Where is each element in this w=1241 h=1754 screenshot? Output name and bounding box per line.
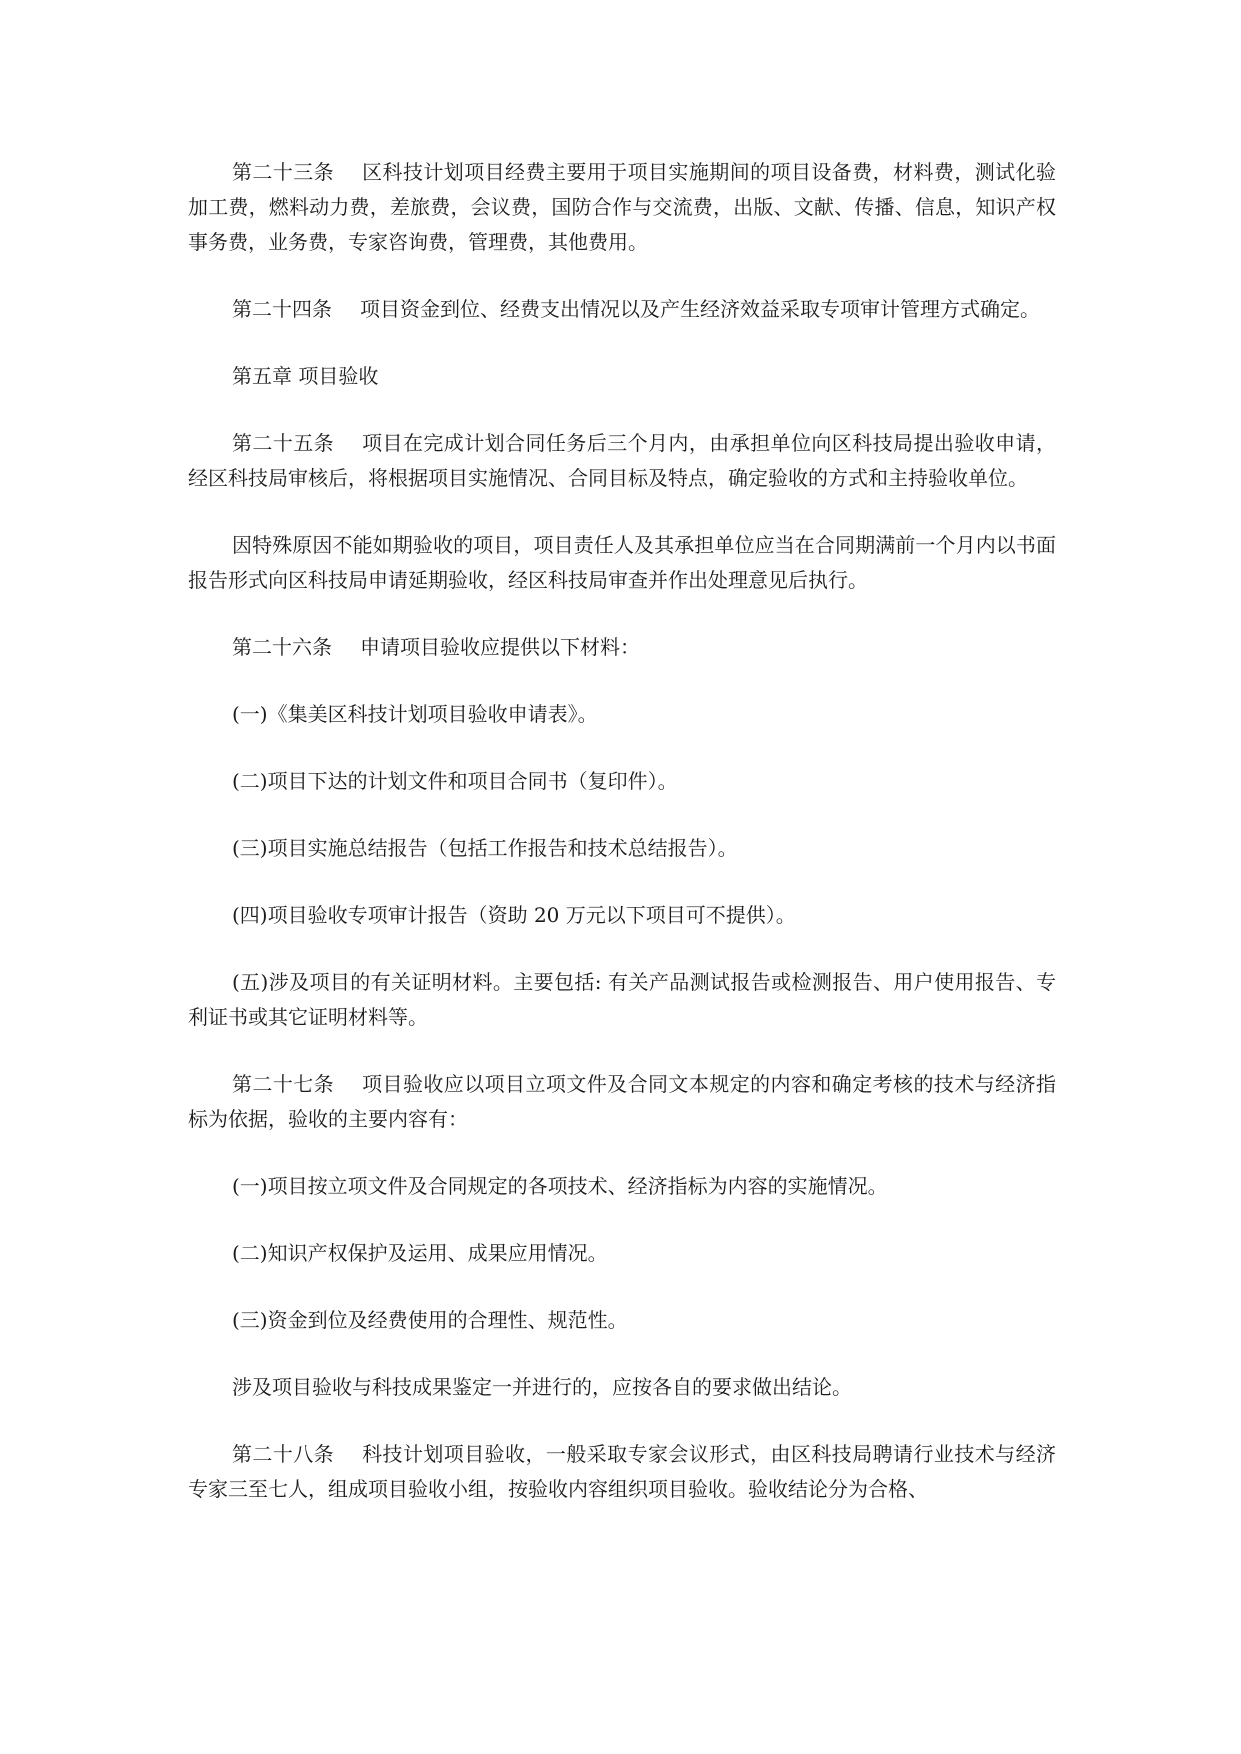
- article-number: 第二十八条: [232, 1442, 335, 1466]
- list-item: (二)知识产权保护及运用、成果应用情况。: [232, 1241, 608, 1265]
- article-number: 第二十三条: [232, 160, 335, 184]
- list-item: (五)涉及项目的有关证明材料。主要包括: 有关产品测试报告或检测报告、用户使用报告、专利证书或其它证明材料等。: [188, 970, 1056, 1029]
- article-text: 项目资金到位、经费支出情况以及产生经济效益采取专项审计管理方式确定。: [360, 297, 1040, 321]
- paragraph: 涉及项目验收与科技成果鉴定一并进行的，应按各自的要求做出结论。: [232, 1375, 852, 1399]
- article-text: 项目验收应以项目立项文件及合同文本规定的内容和确定考核的技术与经济指标为依据，验收的主要内容有：: [188, 1072, 1057, 1131]
- document-body: [188, 155, 1056, 1539]
- article-number: 第二十四条: [232, 297, 332, 321]
- article-text: 申请项目验收应提供以下材料：: [360, 635, 640, 659]
- list-item: (三)资金到位及经费使用的合理性、规范性。: [232, 1308, 628, 1332]
- article-text: 区科技计划项目经费主要用于项目实施期间的项目设备费，材料费，测试化验加工费，燃料动力费，差旅费，会议费，国防合作与交流费，出版、文献、传播、信息，知识产权事务费，业务费，专家咨询费，管理费，其他费用。: [188, 160, 1057, 254]
- paragraph: 因特殊原因不能如期验收的项目，项目责任人及其承担单位应当在合同期满前一个月内以书面报告形式向区科技局申请延期验收，经区科技局审查并作出处理意见后执行。: [188, 533, 1056, 592]
- article-number: 第二十五条: [232, 431, 335, 455]
- list-item: (一)项目按立项文件及合同规定的各项技术、经济指标为内容的实施情况。: [232, 1174, 888, 1198]
- article-23: [188, 155, 1056, 260]
- chapter-heading: 第五章 项目验收: [232, 364, 379, 388]
- article-number: 第二十六条: [232, 635, 332, 659]
- article-number: 第二十七条: [232, 1072, 335, 1096]
- article-24: [188, 292, 1056, 327]
- article-27: [188, 1067, 1056, 1137]
- article-28: [188, 1437, 1056, 1507]
- list-item: (一)《集美区科技计划项目验收申请表》。: [232, 702, 598, 726]
- list-item: (四)项目验收专项审计报告（资助 20 万元以下项目可不提供）。: [232, 903, 796, 927]
- article-25: [188, 426, 1056, 496]
- article-text: 项目在完成计划合同任务后三个月内，由承担单位向区科技局提出验收申请，经区科技局审核后，将根据项目实施情况、合同目标及特点，确定验收的方式和主持验收单位。: [188, 431, 1057, 490]
- article-26: [188, 630, 1056, 665]
- article-text: 科技计划项目验收，一般采取专家会议形式，由区科技局聘请行业技术与经济专家三至七人，组成项目验收小组，按验收内容组织项目验收。验收结论分为合格、: [188, 1442, 1057, 1501]
- list-item: (三)项目实施总结报告（包括工作报告和技术总结报告）。: [232, 836, 738, 860]
- list-item: (二)项目下达的计划文件和项目合同书（复印件）。: [232, 769, 678, 793]
